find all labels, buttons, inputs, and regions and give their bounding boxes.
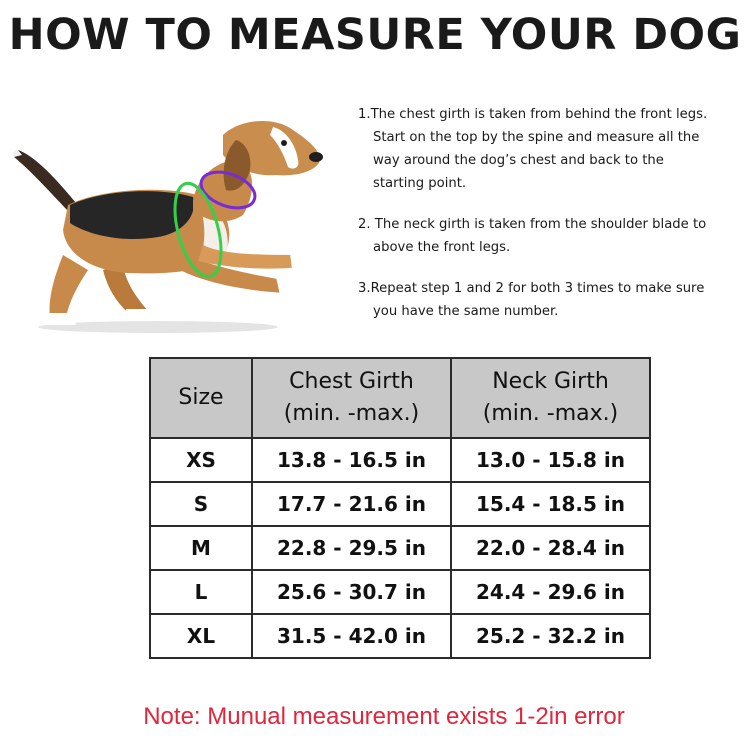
instruction-line: 1.The chest girth is taken from behind the front legs. (358, 107, 708, 122)
chest-cell: 22.8 - 29.5 in (252, 526, 451, 570)
size-cell: S (150, 482, 252, 526)
table-row (150, 570, 650, 614)
table-row (150, 438, 650, 482)
instruction-line: above the front legs. (373, 240, 511, 255)
instruction-line: 2. The neck girth is taken from the shoulder blade to (358, 217, 707, 232)
size-cell: M (150, 526, 252, 570)
neck-cell: 24.4 - 29.6 in (451, 570, 650, 614)
size-chart-table (149, 357, 651, 659)
header-chest-line2: (min. -max.) (283, 401, 420, 426)
instruction-line: Start on the top by the spine and measure all the (373, 130, 700, 145)
size-cell: XL (150, 614, 252, 658)
neck-cell: 22.0 - 28.4 in (451, 526, 650, 570)
header-neck-girth (451, 358, 650, 438)
header-chest-girth (252, 358, 451, 438)
instruction-step-3 (358, 277, 748, 323)
header-size: Size (150, 358, 252, 438)
neck-cell: 15.4 - 18.5 in (451, 482, 650, 526)
instruction-line: way around the dog’s chest and back to the (373, 153, 664, 168)
chest-cell: 25.6 - 30.7 in (252, 570, 451, 614)
instruction-line: you have the same number. (373, 304, 559, 319)
beagle-dog-illustration (8, 105, 348, 340)
measurement-error-note: Note: Munual measurement exists 1-2in error (143, 703, 625, 730)
header-neck-line1: Neck Girth (492, 369, 609, 394)
table-row (150, 482, 650, 526)
page-title: HOW TO MEASURE YOUR DOG (8, 10, 742, 60)
table-header-row (150, 358, 650, 438)
chest-cell: 17.7 - 21.6 in (252, 482, 451, 526)
header-chest-line1: Chest Girth (289, 369, 414, 394)
chest-cell: 31.5 - 42.0 in (252, 614, 451, 658)
chest-cell: 13.8 - 16.5 in (252, 438, 451, 482)
table-row (150, 526, 650, 570)
instruction-step-2 (358, 213, 748, 259)
measuring-instructions (358, 103, 748, 341)
size-cell: L (150, 570, 252, 614)
instruction-line: starting point. (373, 176, 467, 191)
instruction-step-1 (358, 103, 748, 195)
neck-cell: 25.2 - 32.2 in (451, 614, 650, 658)
neck-cell: 13.0 - 15.8 in (451, 438, 650, 482)
header-neck-line2: (min. -max.) (482, 401, 619, 426)
size-cell: XS (150, 438, 252, 482)
table-row (150, 614, 650, 658)
instruction-line: 3.Repeat step 1 and 2 for both 3 times to make sure (358, 281, 705, 296)
